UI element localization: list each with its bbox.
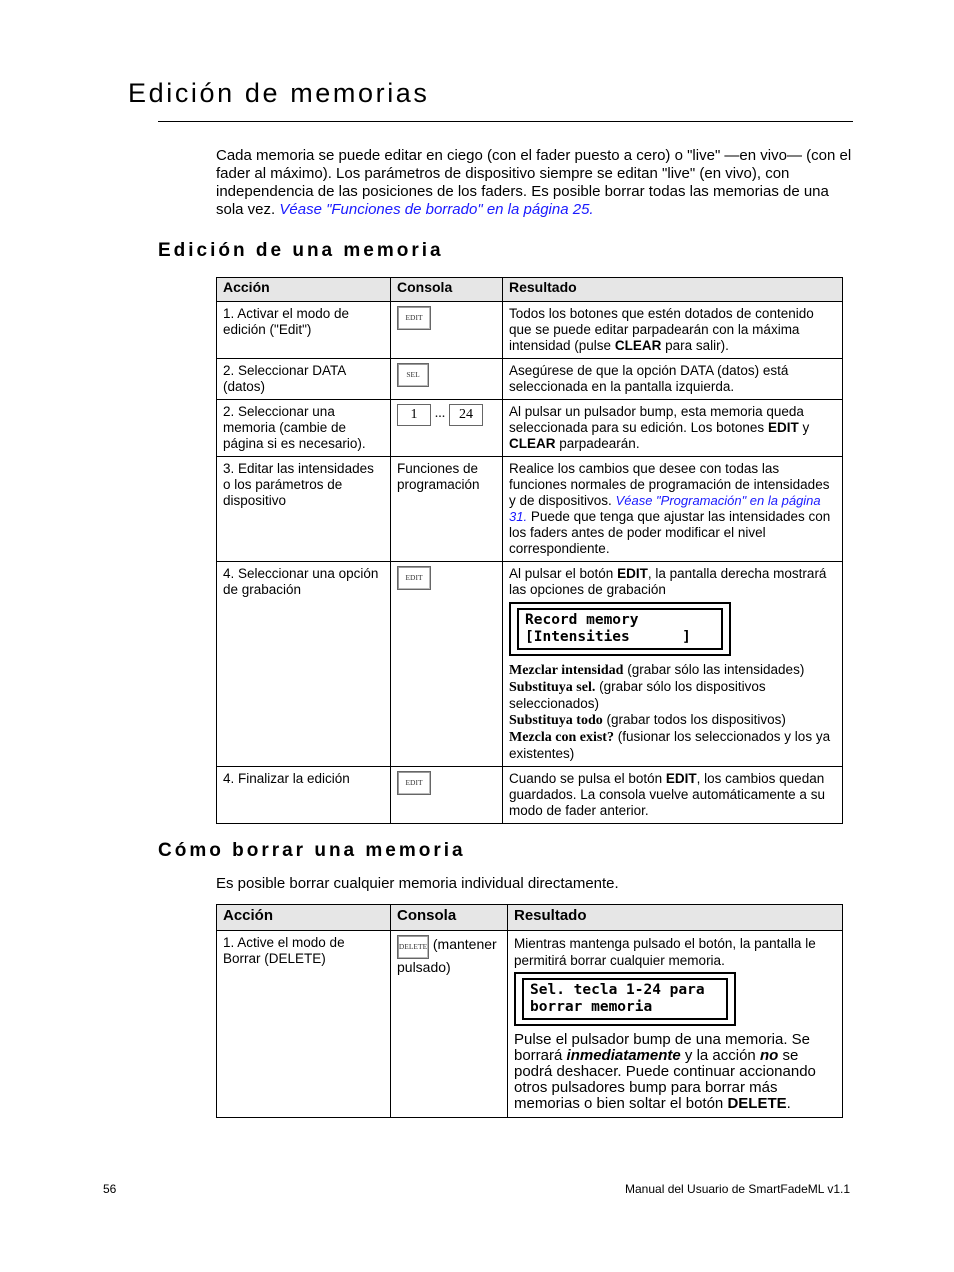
resultado-text: parpadearán. (555, 436, 640, 451)
page-number: 56 (103, 1182, 117, 1196)
bump-1-key-icon: 1 (397, 404, 431, 426)
lcd-line-1: Record memory (525, 612, 639, 628)
resultado-text: Mientras mantenga pulsado el botón, la pantalla le permitirá borrar cualquier memoria. (514, 936, 816, 968)
option-label: Mezclar intensidad (509, 663, 624, 678)
lcd-display (514, 972, 736, 1026)
delete-key-icon: DELETE (397, 935, 429, 959)
lcd-line-2: [Intensities ] (525, 629, 691, 645)
delete-key-label: DELETE (727, 1095, 787, 1112)
header-consola: Consola (391, 278, 503, 302)
edit-key-label: EDIT (767, 420, 799, 435)
resultado-text: Cuando se pulsa el botón (509, 771, 666, 786)
consola-cell (391, 302, 503, 359)
header-accion: Acción (217, 905, 391, 931)
consola-cell (391, 562, 503, 767)
title-divider (158, 121, 853, 122)
sel-key-icon: SEL (397, 363, 429, 387)
option-desc: (fusionar los seleccionados y los ya existentes) (509, 729, 831, 761)
accion-cell: 1. Active el modo de Borrar (DELETE) (217, 931, 391, 1118)
option-item (509, 729, 836, 762)
intro-text: Cada memoria se puede editar en ciego (con el fader puesto a cero) o "live" —en vivo— (con el fader al máximo). Los parámetros de dispositivo siempre se editan "live" (en vivo), con independencia de las posiciones de los faders. Es posible borrar todas las memorias de una sola vez. (216, 147, 852, 218)
lcd-line-1: Sel. tecla 1-24 para (530, 982, 705, 998)
table-row (217, 457, 843, 562)
delete-intro: Es posible borrar cualquier memoria individual directamente. (216, 875, 619, 892)
resultado-text: para salir). (661, 338, 729, 353)
table-header-row (217, 278, 843, 302)
consola-cell: Funciones de programación (391, 457, 503, 562)
intro-paragraph (216, 147, 852, 219)
emphasis-text: no (759, 1047, 779, 1064)
edit-key-label: EDIT (665, 771, 697, 786)
section-title-edit: Edición de una memoria (158, 240, 444, 261)
option-desc: (grabar sólo los dispositivos seleccionados) (509, 679, 766, 711)
consola-note: (mantener pulsado) (397, 936, 497, 975)
edit-key-label: EDIT (617, 566, 648, 581)
accion-cell: 4. Finalizar la edición (217, 767, 391, 824)
lcd-screen (522, 978, 728, 1020)
resultado-text: Al pulsar un pulsador bump, esta memoria queda seleccionada para su edición. Los botones (509, 404, 804, 435)
range-ellipsis: ... (434, 406, 446, 421)
table-header-row (217, 905, 843, 931)
option-item (509, 679, 836, 712)
programacion-link[interactable]: Véase "Programación" en la página 31. (509, 493, 821, 524)
table-row (217, 931, 843, 1118)
consola-cell (391, 931, 508, 1118)
header-accion: Acción (217, 278, 391, 302)
resultado-text: Puede que tenga que ajustar las intensidades con los faders antes de poder modificar el nivel correspondiente. (509, 509, 831, 556)
consola-cell (391, 767, 503, 824)
resultado-text: se podrá deshacer. Puede continuar accionando otros pulsadores bump para borrar más memorias o bien soltar el botón (514, 1047, 816, 1112)
resultado-text: Al pulsar el botón (509, 566, 618, 581)
page-title: Edición de memorias (128, 78, 430, 108)
lcd-display (509, 602, 731, 656)
resultado-text: . (786, 1095, 791, 1112)
clear-key-label: CLEAR (614, 338, 662, 353)
accion-cell: 1. Activar el modo de edición ("Edit") (217, 302, 391, 359)
accion-cell: 4. Seleccionar una opción de grabación (217, 562, 391, 767)
option-label: Mezcla con exist? (509, 730, 614, 745)
edit-key-icon: EDIT (397, 771, 431, 795)
resultado-text: Realice los cambios que desee con todas las funciones normales de programación de intensidades y de dispositivos. (509, 461, 830, 508)
table-row (217, 359, 843, 400)
resultado-text: Todos los botones que estén dotados de contenido que se puede editar parpadearán con la máxima intensidad (pulse (509, 306, 814, 353)
delete-table (216, 904, 843, 1118)
accion-cell: 2. Seleccionar una memoria (cambie de página si es necesario). (217, 400, 391, 457)
resultado-cell (503, 457, 843, 562)
resultado-text: , los cambios quedan guardados. La consola vuelve automáticamente a su modo de fader anterior. (509, 771, 825, 818)
edit-table (216, 277, 843, 824)
resultado-cell: Asegúrese de que la opción DATA (datos) está seleccionada en la pantalla izquierda. (503, 359, 843, 400)
option-item (509, 662, 836, 679)
accion-cell: 3. Editar las intensidades o los parámetros de dispositivo (217, 457, 391, 562)
edit-key-icon: EDIT (397, 566, 431, 590)
resultado-cell (503, 302, 843, 359)
accion-cell: 2. Seleccionar DATA (datos) (217, 359, 391, 400)
table-row (217, 400, 843, 457)
lcd-screen (517, 608, 723, 650)
resultado-cell (508, 931, 843, 1118)
option-desc: (grabar todos los dispositivos) (602, 712, 786, 727)
footer-manual-title: Manual del Usuario de SmartFadeML v1.1 (625, 1182, 850, 1196)
lcd-line-2: borrar memoria (530, 999, 653, 1015)
emphasis-text: inmediatamente (566, 1047, 681, 1064)
intro-link[interactable]: Véase "Funciones de borrado" en la página 25. (279, 201, 594, 218)
section-title-delete: Cómo borrar una memoria (158, 840, 466, 861)
resultado-text: , la pantalla derecha mostrará las opciones de grabación (509, 566, 827, 597)
header-resultado: Resultado (503, 278, 843, 302)
resultado-text: y (798, 420, 810, 435)
consola-cell (391, 359, 503, 400)
resultado-text: Pulse el pulsador bump de una memoria. Se borrará (514, 1031, 811, 1064)
table-row (217, 767, 843, 824)
resultado-text: y la acción (680, 1047, 760, 1064)
delete-instructions (514, 1032, 836, 1112)
header-resultado: Resultado (508, 905, 843, 931)
table-row (217, 302, 843, 359)
clear-key-label: CLEAR (509, 436, 556, 451)
resultado-cell (503, 767, 843, 824)
header-consola: Consola (391, 905, 508, 931)
option-item (509, 712, 836, 729)
option-label: Substituya todo (509, 713, 603, 728)
consola-cell (391, 400, 503, 457)
edit-key-icon: EDIT (397, 306, 431, 330)
resultado-cell (503, 562, 843, 767)
table-row (217, 562, 843, 767)
option-label: Substituya sel. (509, 680, 596, 695)
resultado-cell (503, 400, 843, 457)
bump-24-key-icon: 24 (449, 404, 483, 426)
option-desc: (grabar sólo las intensidades) (623, 662, 805, 677)
